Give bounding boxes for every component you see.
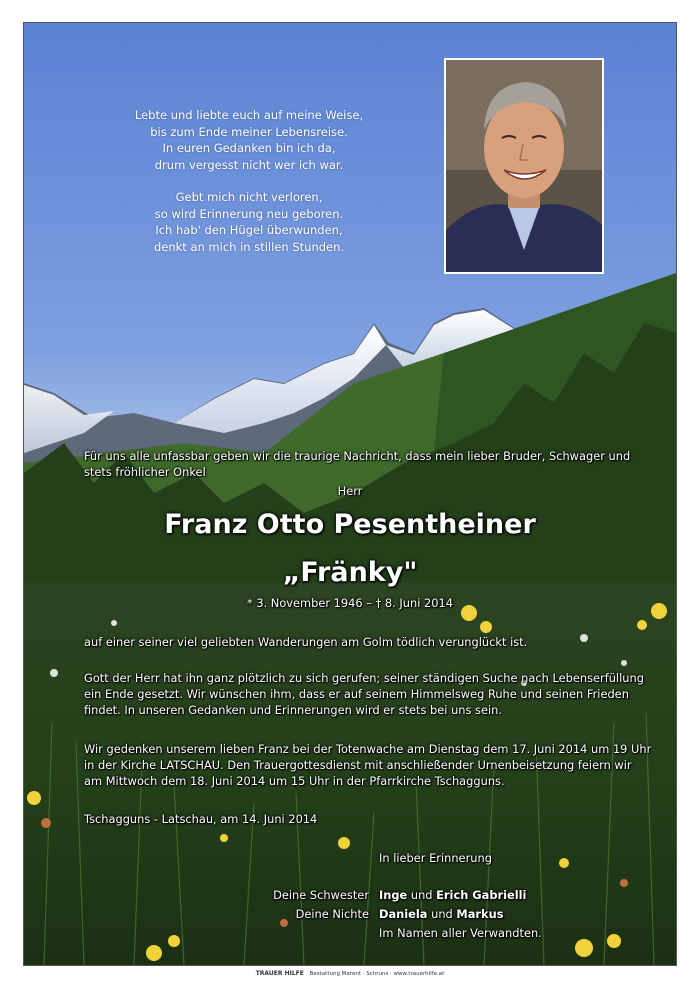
footer-text: Bestattung Marent · Schruns · www.trauerhilfe.at — [309, 971, 445, 977]
conjunction: und — [431, 907, 453, 921]
mourner-name: Markus — [456, 907, 504, 921]
portrait-image — [446, 60, 602, 272]
circumstance-text: auf einer seiner viel geliebten Wanderungen am Golm tödlich verunglückt ist. — [84, 635, 528, 649]
poem-line: Gebt mich nicht verloren, — [175, 190, 323, 204]
closing-phrase: In lieber Erinnerung — [379, 851, 492, 865]
paragraph-line: in der Kirche LATSCHAU. Den Trauergottesdienst mit anschließender Urnenbeisetzung feiern wir — [84, 758, 632, 772]
salutation: Herr — [337, 484, 363, 498]
paragraph-services — [84, 741, 664, 789]
intro-line: stets fröhlicher Onkel — [84, 465, 206, 479]
paragraph-line: Wir gedenken unserem lieben Franz bei der Totenwache am Dienstag dem 17. Juni 2014 um 19 Uhr — [84, 742, 652, 756]
paragraph-line: Gott der Herr hat ihn ganz plötzlich zu sich gerufen; seiner ständigen Suche nach Lebenserfüllung — [84, 671, 644, 685]
poem-line: denkt an mich in stillen Stunden. — [153, 239, 345, 254]
poem-line: so wird Erinnerung neu geboren. — [154, 206, 344, 221]
relatives-line: Im Namen aller Verwandten. — [379, 926, 542, 940]
poem-line: Lebte und liebte euch auf meine Weise, — [134, 108, 364, 122]
paragraph-tribute — [84, 670, 664, 718]
portrait-photo — [444, 58, 604, 274]
poem-line: Ich hab' den Hügel überwunden, — [155, 223, 343, 237]
deceased-name: Franz Otto Pesentheiner — [164, 509, 536, 540]
niece-names — [379, 906, 659, 922]
deceased-nickname: „Fränky" — [282, 557, 418, 588]
footer — [0, 970, 700, 977]
sister-names — [379, 887, 659, 903]
place-date: Tschagguns - Latschau, am 14. Juni 2014 — [84, 812, 318, 826]
paragraph-line: am Mittwoch dem 18. Juni 2014 um 15 Uhr in der Pfarrkirche Tschagguns. — [84, 774, 505, 788]
life-dates: * 3. November 1946 – † 8. Juni 2014 — [247, 596, 453, 610]
poem-line: In euren Gedanken bin ich da, — [162, 141, 336, 155]
conjunction: und — [410, 888, 433, 902]
obituary-card — [23, 22, 677, 966]
memorial-poem — [84, 107, 414, 255]
poem-line: drum vergesst nicht wer ich war. — [154, 157, 344, 172]
paragraph-line: findet. In unseren Gedanken und Erinnerungen wird er stets bei uns sein. — [84, 703, 503, 717]
paragraph-line: ein Ende gesetzt. Wir wünschen ihm, dass er auf seinem Himmelsweg Ruhe und seinen Frieden — [84, 687, 629, 701]
mourner-name: Daniela — [379, 907, 428, 921]
poem-line: bis zum Ende meiner Lebensreise. — [150, 124, 348, 139]
mourner-name: Erich Gabrielli — [436, 888, 527, 902]
niece-label: Deine Nichte — [295, 907, 369, 921]
intro-line: Für uns alle unfassbar geben wir die traurige Nachricht, dass mein lieber Bruder, Schwager und — [84, 449, 631, 463]
intro-text — [84, 448, 644, 480]
footer-brand: TRAUER HILFE — [255, 970, 304, 977]
mourner-name: Inge — [379, 888, 408, 902]
sister-label: Deine Schwester — [273, 888, 369, 902]
